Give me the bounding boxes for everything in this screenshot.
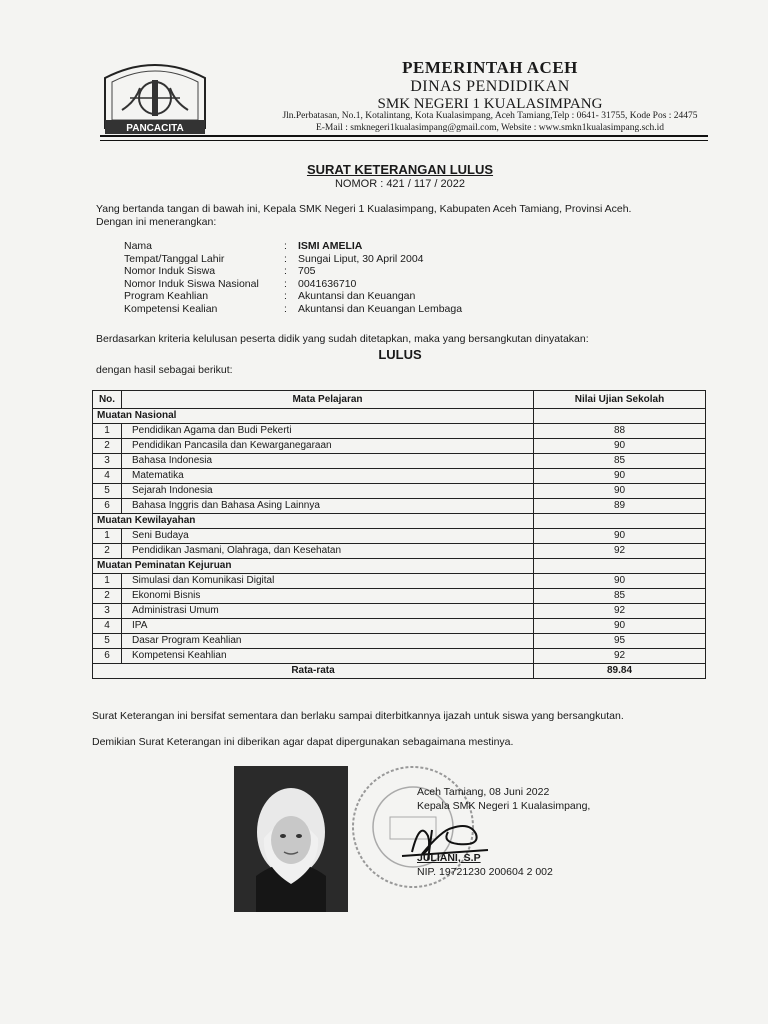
table-row — [93, 544, 706, 559]
info-value: ISMI AMELIA — [298, 240, 363, 252]
grades-header-row — [93, 391, 706, 409]
letterhead-rule-thin — [100, 140, 708, 141]
header-score: Nilai Ujian Sekolah — [534, 391, 706, 409]
subject-score: 88 — [534, 424, 706, 439]
signature-place-date: Aceh Tamiang, 08 Juni 2022 — [417, 786, 550, 798]
row-number: 6 — [93, 499, 122, 514]
subject-score: 95 — [534, 634, 706, 649]
subject-name: Sejarah Indonesia — [122, 484, 534, 499]
student-info-row — [124, 278, 462, 291]
info-value: 705 — [298, 265, 316, 277]
row-number: 2 — [93, 544, 122, 559]
subject-score: 90 — [534, 469, 706, 484]
temporary-note: Surat Keterangan ini bersifat sementara dan berlaku sampai diterbitkannya ijazah untuk siswa yang bersangkutan. — [92, 710, 624, 722]
criteria-text: Berdasarkan kriteria kelulusan peserta didik yang sudah ditetapkan, maka yang bersangkutan dinyatakan: — [96, 333, 589, 345]
info-colon: : — [284, 252, 287, 265]
subject-name: Seni Budaya — [122, 529, 534, 544]
grades-table — [92, 390, 706, 679]
subject-name: Pendidikan Agama dan Budi Pekerti — [122, 424, 534, 439]
result-status: LULUS — [378, 347, 422, 362]
signatory-nip: NIP. 19721230 200604 2 002 — [417, 866, 553, 878]
table-row — [93, 589, 706, 604]
info-colon: : — [284, 302, 287, 315]
subject-name: Simulasi dan Komunikasi Digital — [122, 574, 534, 589]
subject-name: Administrasi Umum — [122, 604, 534, 619]
subject-name: Bahasa Indonesia — [122, 454, 534, 469]
subject-name: Matematika — [122, 469, 534, 484]
subject-score: 85 — [534, 589, 706, 604]
average-value: 89.84 — [534, 664, 706, 679]
row-number: 4 — [93, 469, 122, 484]
section-score-cell — [534, 559, 706, 574]
closing-note: Demikian Surat Keterangan ini diberikan agar dapat dipergunakan sebagaimana mestinya. — [92, 736, 514, 748]
table-row — [93, 484, 706, 499]
result-intro: dengan hasil sebagai berikut: — [96, 364, 233, 376]
subject-score: 90 — [534, 439, 706, 454]
row-number: 2 — [93, 439, 122, 454]
table-row — [93, 439, 706, 454]
table-row — [93, 499, 706, 514]
info-colon: : — [284, 277, 287, 290]
signature-position: Kepala SMK Negeri 1 Kualasimpang, — [417, 800, 591, 812]
table-row — [93, 619, 706, 634]
subject-name: Pendidikan Pancasila dan Kewarganegaraan — [122, 439, 534, 454]
row-number: 1 — [93, 424, 122, 439]
subject-score: 92 — [534, 544, 706, 559]
row-number: 5 — [93, 484, 122, 499]
letterhead-government: PEMERINTAH ACEH — [402, 58, 578, 77]
table-row — [93, 634, 706, 649]
row-number: 4 — [93, 619, 122, 634]
subject-score: 85 — [534, 454, 706, 469]
school-crest-logo — [100, 58, 210, 136]
row-number: 1 — [93, 529, 122, 544]
section-score-cell — [534, 409, 706, 424]
student-info-row — [124, 290, 462, 303]
info-label: Nama — [124, 240, 153, 252]
student-info — [124, 240, 462, 315]
row-number: 6 — [93, 649, 122, 664]
signatory-name: JULIANI, S.P — [417, 852, 481, 864]
document-title: SURAT KETERANGAN LULUS — [306, 162, 494, 177]
info-value: 0041636710 — [298, 277, 357, 290]
subject-score: 90 — [534, 484, 706, 499]
student-info-row — [124, 240, 462, 253]
header-subject: Mata Pelajaran — [122, 391, 534, 409]
row-number: 3 — [93, 454, 122, 469]
average-row — [93, 664, 706, 679]
table-row — [93, 649, 706, 664]
subject-score: 89 — [534, 499, 706, 514]
student-info-row — [124, 265, 462, 278]
section-score-cell — [534, 514, 706, 529]
subject-score: 90 — [534, 619, 706, 634]
letterhead-address: Jln.Perbatasan, No.1, Kotalintang, Kota Kualasimpang, Aceh Tamiang,Telp : 0641- 31755, Kode Pos : 24475 — [282, 111, 698, 121]
row-number: 5 — [93, 634, 122, 649]
row-number: 2 — [93, 589, 122, 604]
header-no: No. — [93, 391, 122, 409]
table-row — [93, 454, 706, 469]
section-title: Muatan Peminatan Kejuruan — [93, 559, 534, 574]
subject-name: Pendidikan Jasmani, Olahraga, dan Kesehatan — [122, 544, 534, 559]
row-number: 3 — [93, 604, 122, 619]
subject-name: Dasar Program Keahlian — [122, 634, 534, 649]
info-colon: : — [284, 240, 287, 252]
section-title: Muatan Nasional — [93, 409, 534, 424]
letterhead-department: DINAS PENDIDIKAN — [410, 78, 570, 95]
subject-name: Kompetensi Keahlian — [122, 649, 534, 664]
letterhead-contact: E-Mail : smknegeri1kualasimpang@gmail.com, Website : www.smkn1kualasimpang.sch.id — [315, 123, 665, 133]
info-colon: : — [284, 265, 287, 277]
subject-score: 92 — [534, 604, 706, 619]
letterhead-rule-thick — [100, 135, 708, 137]
subject-score: 90 — [534, 529, 706, 544]
section-row — [93, 409, 706, 424]
subject-name: Bahasa Inggris dan Bahasa Asing Lainnya — [122, 499, 534, 514]
student-info-row — [124, 253, 462, 266]
subject-name: IPA — [122, 619, 534, 634]
document-number: NOMOR : 421 / 117 / 2022 — [334, 178, 466, 190]
table-row — [93, 424, 706, 439]
info-value: Sungai Liput, 30 April 2004 — [298, 252, 424, 265]
section-row — [93, 559, 706, 574]
table-row — [93, 529, 706, 544]
table-row — [93, 469, 706, 484]
subject-score: 90 — [534, 574, 706, 589]
letterhead-school: SMK NEGERI 1 KUALASIMPANG — [377, 96, 603, 112]
info-label: Program Keahlian — [124, 290, 209, 302]
section-title: Muatan Kewilayahan — [93, 514, 534, 529]
subject-name: Ekonomi Bisnis — [122, 589, 534, 604]
info-value: Akuntansi dan Keuangan — [298, 290, 416, 302]
table-row — [93, 604, 706, 619]
info-label: Nomor Induk Siswa Nasional — [124, 277, 259, 290]
student-photo — [234, 766, 348, 912]
intro-text: Yang bertanda tangan di bawah ini, Kepala SMK Negeri 1 Kualasimpang, Kabupaten Aceh Tamiang, Provinsi Aceh. — [96, 203, 632, 215]
subject-score: 92 — [534, 649, 706, 664]
logo-text: PANCACITA — [126, 123, 184, 134]
info-colon: : — [284, 290, 287, 302]
table-row — [93, 574, 706, 589]
intro-text-2: Dengan ini menerangkan: — [96, 216, 217, 228]
row-number: 1 — [93, 574, 122, 589]
info-value: Akuntansi dan Keuangan Lembaga — [298, 302, 463, 315]
average-label: Rata-rata — [93, 664, 534, 679]
info-label: Tempat/Tanggal Lahir — [124, 252, 225, 265]
section-row — [93, 514, 706, 529]
info-label: Nomor Induk Siswa — [124, 265, 216, 277]
info-label: Kompetensi Kealian — [124, 302, 218, 315]
student-info-row — [124, 303, 462, 316]
